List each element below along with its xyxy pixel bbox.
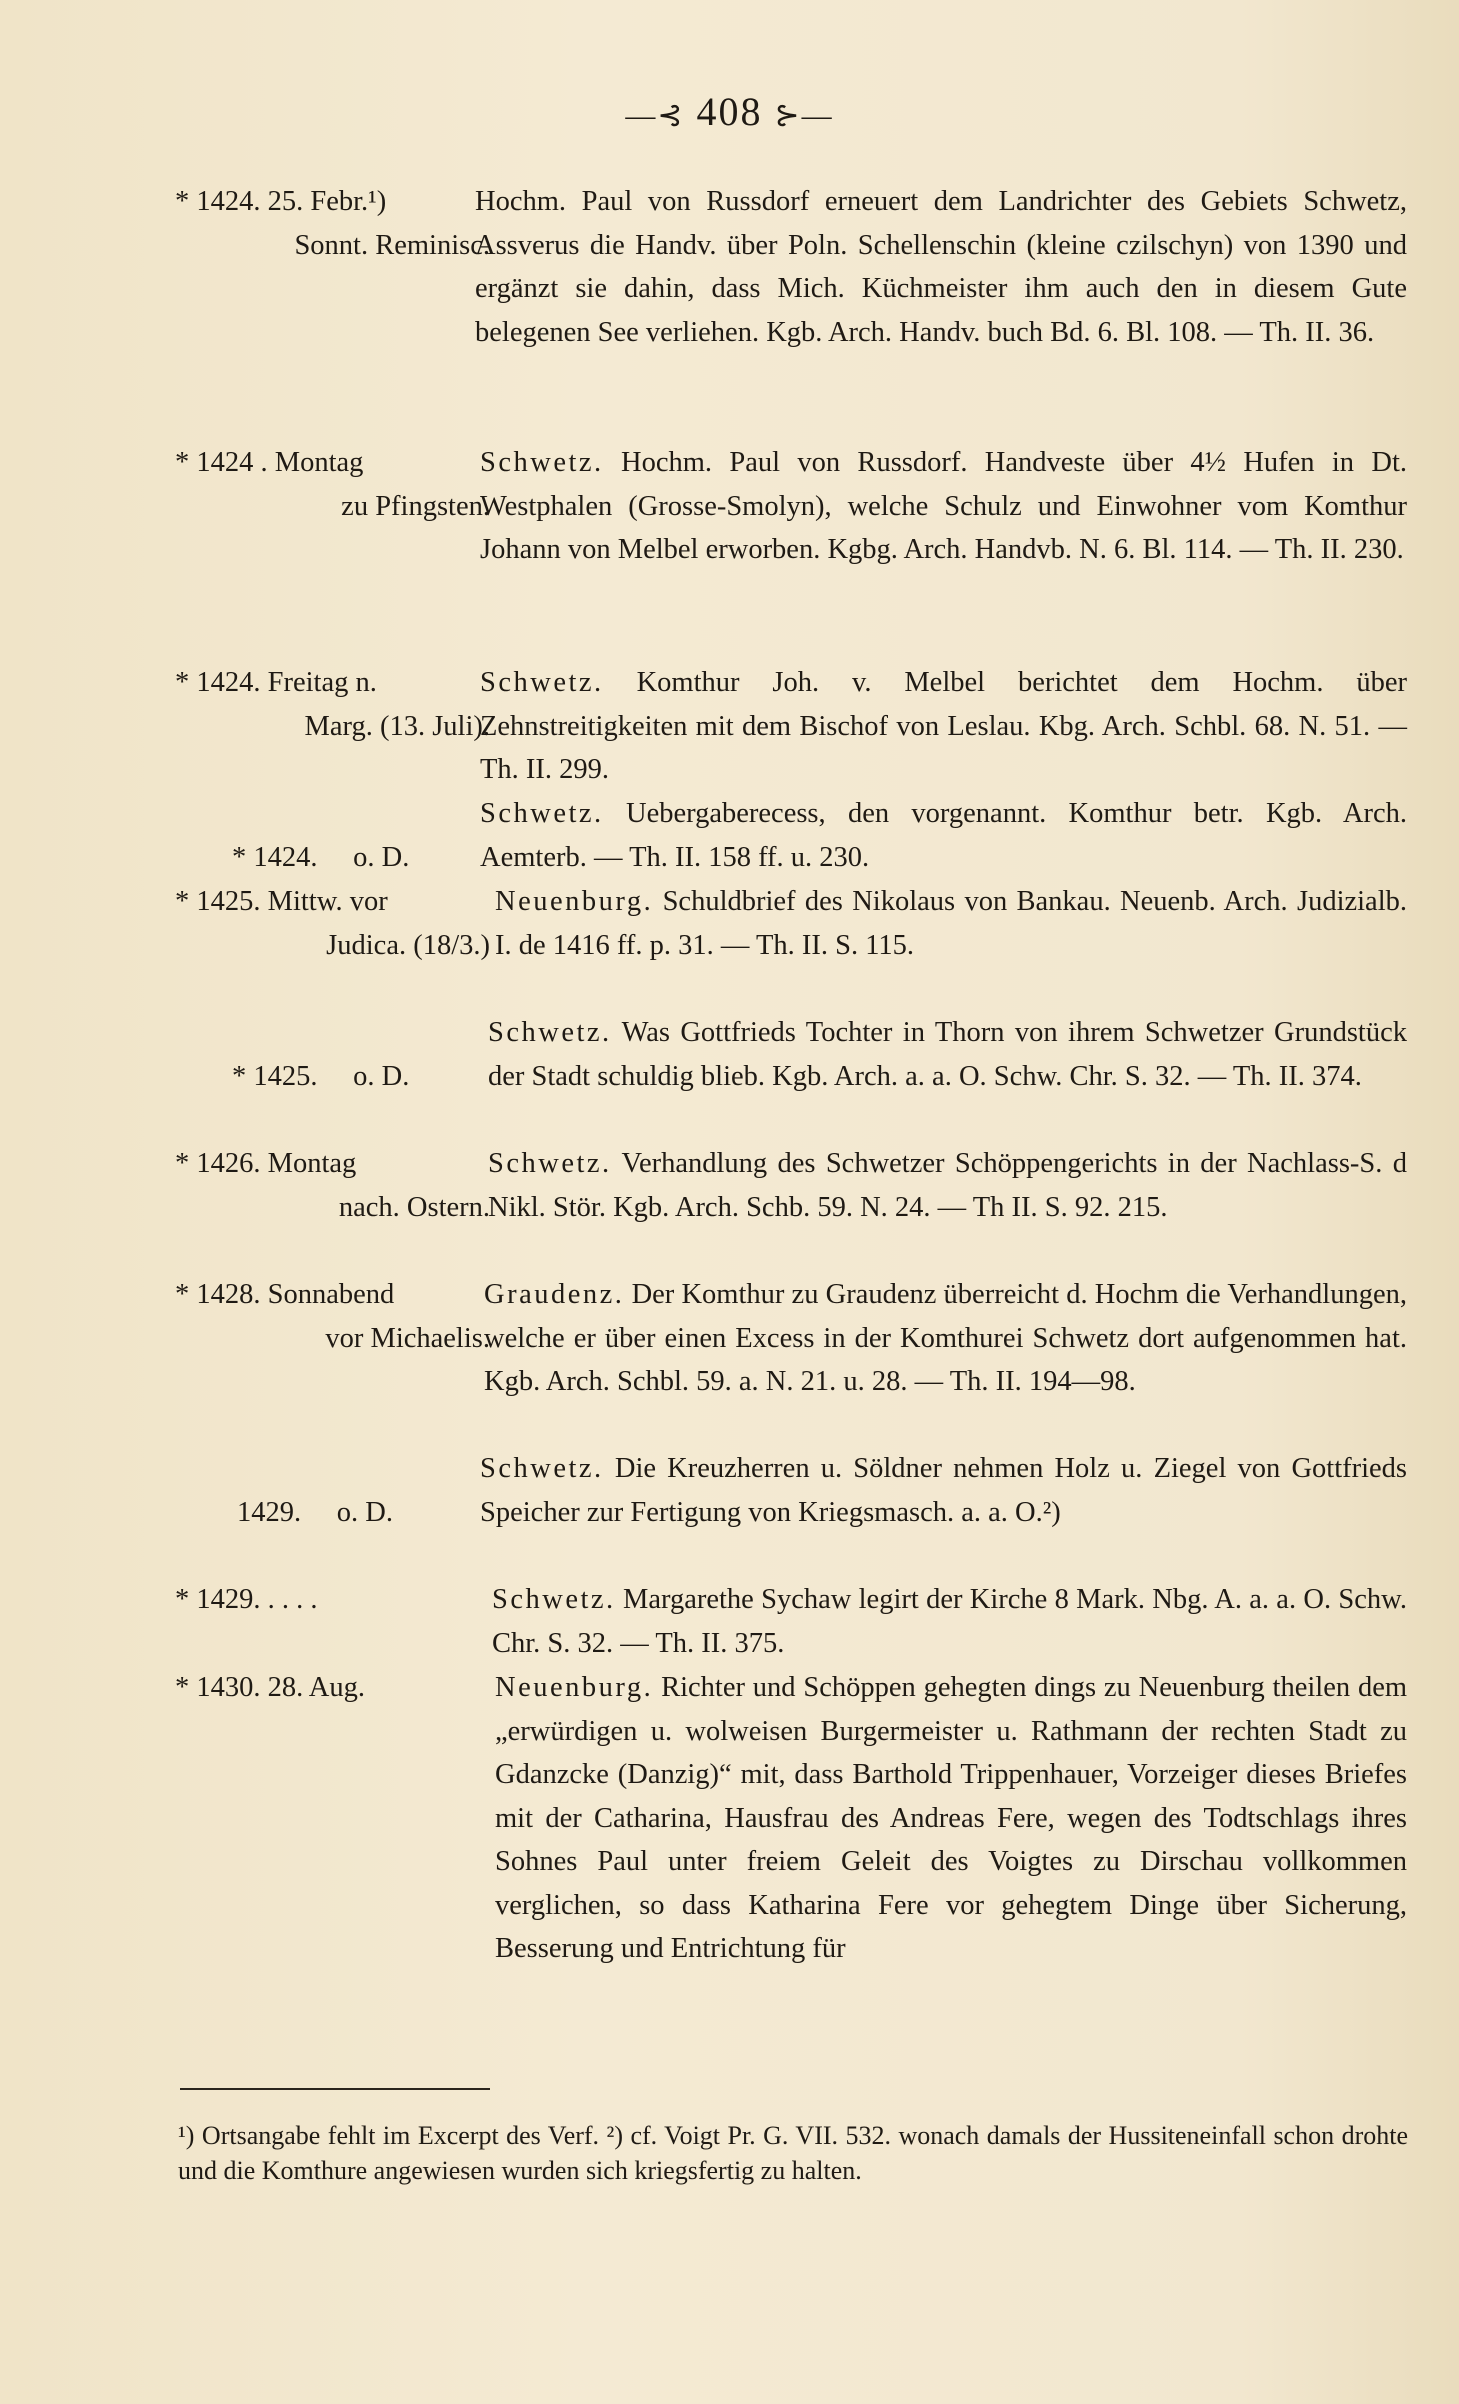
entry-text-block bbox=[495, 1666, 1407, 1971]
entry-date-line2: Sonnt. Reminisc. bbox=[294, 229, 490, 261]
entry-date-line2: nach. Ostern. bbox=[338, 1191, 490, 1223]
entry-place: Neuenburg. bbox=[495, 1672, 654, 1703]
entry-text-block bbox=[475, 180, 1407, 354]
entry-date-line1: * 1424 . Montag bbox=[175, 447, 364, 478]
entry bbox=[0, 180, 1459, 441]
entry-text-block bbox=[492, 1578, 1407, 1665]
footnotes: ¹) Ortsangabe fehlt im Excerpt des Verf. ²) cf. Voigt Pr. G. VII. 532. wonach damals der Hussiteneinfall schon drohte und die Komthure angewiesen wurden sich kriegsfertig zu halten. bbox=[178, 2121, 1408, 2185]
entry-date bbox=[175, 1578, 500, 1622]
entry-date bbox=[180, 1447, 505, 1578]
entry-date bbox=[175, 1142, 500, 1229]
entry-text-block bbox=[484, 1273, 1407, 1404]
entry-text-block bbox=[488, 1011, 1407, 1098]
entry bbox=[0, 441, 1459, 661]
entry-place: Schwetz. bbox=[488, 1148, 612, 1179]
entry-place: Schwetz. bbox=[480, 798, 604, 829]
entry-date-line2: Judica. (18/3.) bbox=[326, 929, 490, 961]
entry-date bbox=[175, 661, 500, 748]
entry-text: Richter und Schöppen gehegten dings zu Neuenburg theilen dem „erwürdigen u. wolweisen Burgermeister u. Rathmann der rechten Stadt zu Gdanzcke (Danzig)“ mit, dass Barthold Trippenhauer, Vorzeiger dieses Briefes mit der Catharina, Hausfrau des Andreas Fere, wegen des Todtschlags ihres Sohnes Paul unter freiem Geleit des Voigtes zu Dirschau vollkommen verglichen, so dass Katharina Fere vor gehegtem Dinge über Sicherung, Besserung und Entrichtung für bbox=[495, 1672, 1408, 1964]
entry-date-line2: zu Pfingsten. bbox=[341, 490, 490, 522]
entry-text-block bbox=[480, 441, 1407, 572]
entry bbox=[0, 792, 1459, 880]
entry-date-line2: vor Michaelis. bbox=[325, 1322, 490, 1354]
entry bbox=[0, 1011, 1459, 1142]
entry-date-line1: * 1424. Freitag n. bbox=[175, 667, 377, 698]
entry-text-block bbox=[480, 1447, 1407, 1534]
entry bbox=[0, 661, 1459, 792]
entry-place: Graudenz. bbox=[484, 1279, 625, 1310]
entry bbox=[0, 1447, 1459, 1578]
entry bbox=[0, 1142, 1459, 1273]
entry-date-line1: * 1428. Sonnabend bbox=[175, 1279, 395, 1310]
entry-text-block bbox=[480, 792, 1407, 879]
entry-date-line1: * 1425. o. D. bbox=[232, 1060, 410, 1092]
entry bbox=[0, 1578, 1459, 1666]
entry-place: Schwetz. bbox=[492, 1584, 616, 1615]
entry-date bbox=[175, 880, 500, 967]
header-ornament-left: —⊰ bbox=[625, 99, 685, 132]
entry-text: Uebergaberecess, den vorgenannt. Komthur betr. Kgb. Arch. Aemterb. — Th. II. 158 ff. u. 230. bbox=[480, 798, 1407, 873]
entry bbox=[0, 1273, 1459, 1447]
entry-text-block bbox=[488, 1142, 1407, 1229]
entry-place: Schwetz. bbox=[480, 667, 604, 698]
entry-text: Hochm. Paul von Russdorf. Handveste über 4½ Hufen in Dt. Westphalen (Grosse-Smolyn), welche Schulz und Einwohner vom Komthur Johann von Melbel erworben. Kgbg. Arch. Handvb. N. 6. Bl. 114. — Th. II. 230. bbox=[480, 447, 1408, 565]
entry-date-line1: * 1424. 25. Febr.¹) bbox=[175, 186, 387, 217]
footnote-divider bbox=[180, 2088, 490, 2090]
entry-text-block bbox=[480, 661, 1407, 792]
entry-date bbox=[175, 1273, 500, 1360]
entry-text: Der Komthur zu Graudenz überreicht d. Hochm die Verhandlungen, welche er über einen Excess in der Komthurei Schwetz dort aufgenommen hat. Kgb. Arch. Schbl. 59. a. N. 21. u. 28. — Th. II. 194—98. bbox=[484, 1279, 1407, 1397]
entry bbox=[0, 1666, 1459, 1971]
entry-date-line1: * 1426. Montag bbox=[175, 1148, 357, 1179]
entry-date-line2: Marg. (13. Juli). bbox=[304, 710, 490, 742]
entry-date bbox=[175, 1666, 500, 1710]
entry-text: Was Gottfrieds Tochter in Thorn von ihrem Schwetzer Grundstück der Stadt schuldig blieb. Kgb. Arch. a. a. O. Schw. Chr. S. 32. — Th. II. 374. bbox=[488, 1017, 1407, 1092]
entry-place: Schwetz. bbox=[480, 447, 604, 478]
entry-date-line1: * 1424. o. D. bbox=[232, 841, 410, 873]
entry-date-line1: * 1425. Mittw. vor bbox=[175, 886, 388, 917]
entry-date bbox=[175, 441, 500, 528]
entry-text: Verhandlung des Schwetzer Schöppengerichts in der Nachlass-S. d Nikl. Stör. Kgb. Arch. Schb. 59. N. 24. — Th II. S. 92. 215. bbox=[488, 1148, 1407, 1223]
entry-place: Schwetz. bbox=[480, 1453, 604, 1484]
entry-list bbox=[0, 180, 1459, 1971]
entry-text: Hochm. Paul von Russdorf erneuert dem Landrichter des Gebiets Schwetz, Assverus die Handv. über Poln. Schellenschin (kleine czilschyn) von 1390 und ergänzt sie dahin, dass Mich. Küchmeister ihm auch den in diesem Gute belegenen See verliehen. Kgb. Arch. Handv. buch Bd. 6. Bl. 108. — Th. II. 36. bbox=[475, 186, 1407, 348]
entry-text-block bbox=[495, 880, 1407, 967]
entry-date-line1: * 1430. 28. Aug. bbox=[175, 1672, 366, 1703]
entry-date-line1: * 1429. . . . . bbox=[175, 1584, 318, 1615]
entry-text: Die Kreuzherren u. Söldner nehmen Holz u. Ziegel von Gottfrieds Speicher zur Fertigung von Kriegsmasch. a. a. O.²) bbox=[480, 1453, 1408, 1528]
entry-place: Schwetz. bbox=[488, 1017, 612, 1048]
header-ornament-right: ⊱— bbox=[774, 99, 834, 132]
entry-date-line1: 1429. o. D. bbox=[237, 1496, 393, 1528]
entry bbox=[0, 880, 1459, 1011]
entry-date bbox=[175, 180, 500, 267]
page-number: 408 bbox=[696, 89, 763, 134]
entry-date bbox=[175, 1011, 500, 1142]
entry-place: Neuenburg. bbox=[495, 886, 654, 917]
entry-text: Schuldbrief des Nikolaus von Bankau. Neuenb. Arch. Judizialb. I. de 1416 ff. p. 31. — Th. II. S. 115. bbox=[495, 886, 1408, 961]
page-header bbox=[0, 88, 1459, 135]
entry-text: Margarethe Sychaw legirt der Kirche 8 Mark. Nbg. A. a. a. O. Schw. Chr. S. 32. — Th. II. 375. bbox=[492, 1584, 1407, 1659]
entry-text: Komthur Joh. v. Melbel berichtet dem Hochm. über Zehnstreitigkeiten mit dem Bischof von Leslau. Kbg. Arch. Schbl. 68. N. 51. — Th. II. 299. bbox=[480, 667, 1407, 785]
